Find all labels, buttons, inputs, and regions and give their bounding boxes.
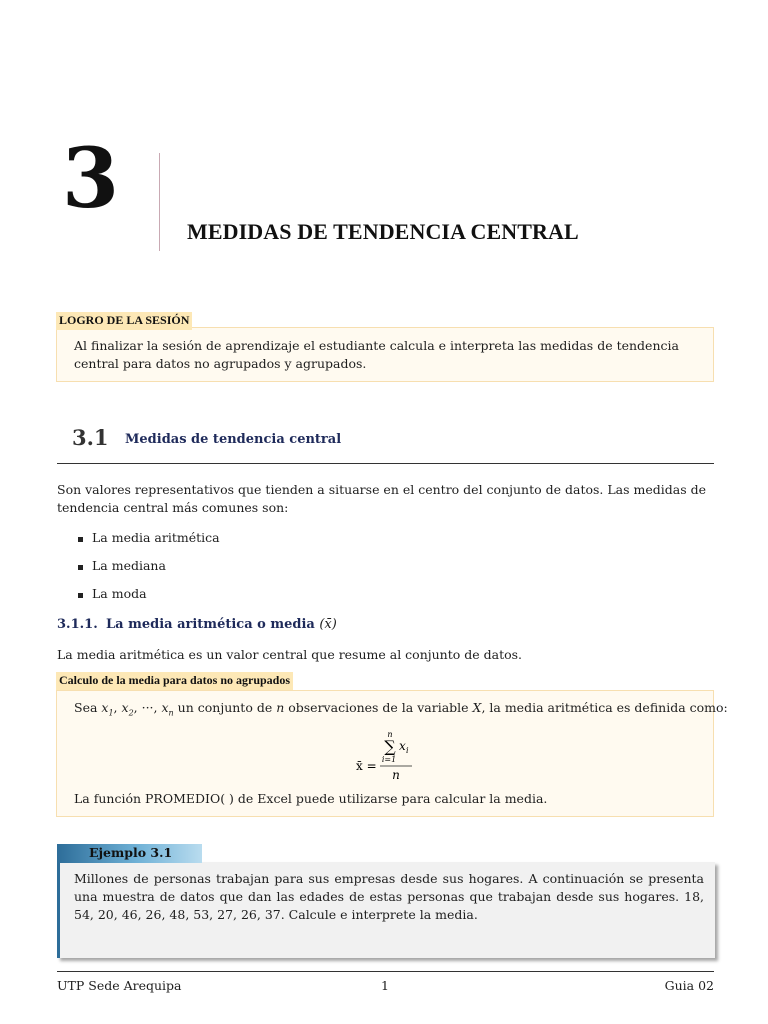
- mean-formula: [355, 728, 425, 784]
- chapter-title: MEDIDAS DE TENDENCIA CENTRAL: [187, 219, 579, 244]
- footer-right: Guia 02: [664, 978, 714, 993]
- subsection-title: La media aritmética o media: [106, 617, 315, 632]
- subsection-number: 3.1.1.: [57, 617, 98, 632]
- chapter-divider: [159, 153, 160, 251]
- mean-lhs: x̄ =: [356, 759, 377, 773]
- sigma-icon: ∑: [384, 737, 396, 756]
- sum-lower: i=1: [381, 755, 397, 764]
- seq-xn: $x_n$: [161, 700, 174, 718]
- calc-note: La función PROMEDIO( ) de Excel puede utilizarse para calcular la media.: [74, 791, 548, 806]
- sum-term-sub: i: [406, 746, 409, 755]
- calc-text: , la media aritmética es definida como:: [481, 700, 728, 715]
- footer-left: UTP Sede Arequipa: [57, 978, 182, 993]
- calc-label: Calculo de la media para datos no agrupados: [56, 672, 293, 690]
- list-item: [78, 580, 220, 608]
- chapter-number: 3: [62, 131, 120, 227]
- seq-x1: $x_1$: [101, 700, 114, 718]
- list-item-text: La media aritmética: [92, 530, 220, 545]
- footer-rule: [57, 971, 714, 972]
- list-item: [78, 524, 220, 552]
- section-title: Medidas de tendencia central: [125, 432, 342, 447]
- calc-definition: Sea $x_1$, $x_2$, ···, $x_n$ un conjunto de n observaciones de la variable X, la media aritmética es definida como:: [74, 700, 728, 718]
- measures-list: [78, 524, 220, 608]
- calc-text: observaciones de la variable: [284, 700, 473, 715]
- var-X: X: [472, 700, 482, 715]
- list-item: [78, 552, 220, 580]
- page-number: 1: [381, 978, 389, 993]
- calc-text: Sea: [74, 700, 102, 715]
- section-number: 3.1: [72, 425, 109, 450]
- example-text: Millones de personas trabajan para sus empresas desde sus hogares. A continuación se presenta una muestra de datos que dan las edades de estas personas que trabajan desde sus hogares. 18, 54, 20, 46, 26, 48, 53, 27, 26, 37. Calcule e interprete la media.: [74, 871, 704, 922]
- subsection-heading: [57, 617, 337, 632]
- logro-text: Al finalizar la sesión de aprendizaje el estudiante calcula e interpreta las medidas de tendencia central para datos no agrupados y agrupados.: [74, 338, 679, 371]
- section-intro: Son valores representativos que tienden a situarse en el centro del conjunto de datos. Las medidas de tendencia central más comunes son:: [57, 482, 706, 515]
- list-item-text: La moda: [92, 586, 147, 601]
- list-item-text: La mediana: [92, 558, 166, 573]
- sum-upper: n: [387, 730, 393, 739]
- subsection-symbol: (x̄): [319, 617, 337, 632]
- subsection-intro: La media aritmética es un valor central que resume al conjunto de datos.: [57, 647, 523, 662]
- seq-var: x: [101, 700, 109, 715]
- logro-label: LOGRO DE LA SESIÓN: [56, 312, 192, 330]
- section-rule: [57, 463, 714, 464]
- seq-x2: $x_2$: [121, 700, 134, 718]
- example-label: Ejemplo 3.1: [89, 845, 173, 860]
- var-n: n: [276, 700, 285, 715]
- denominator: n: [392, 768, 400, 782]
- calc-text: un conjunto de: [173, 700, 277, 715]
- sum-term: x: [399, 739, 406, 753]
